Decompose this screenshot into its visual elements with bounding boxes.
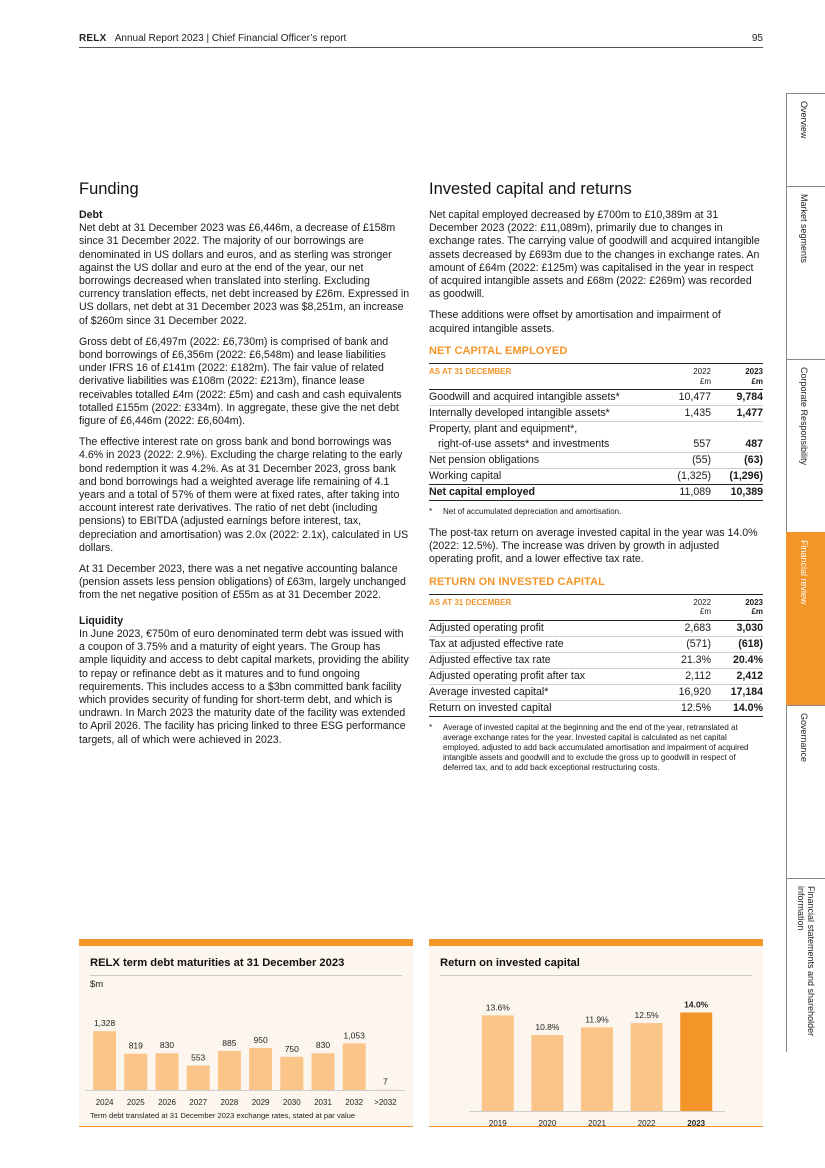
table-row: Average invested capital* 16,920 17,184 (429, 684, 763, 700)
data-label-2021: 11.9% (585, 1014, 609, 1025)
tick-label-2027: 2027 (189, 1098, 208, 1107)
tick-label-2032: 2032 (345, 1098, 364, 1107)
debt-paragraph-2: Gross debt of £6,497m (2022: £6,730m) is comprised of bank and bond borrowings of £6,356m (2022: £6,548m) and lease liabilities under IFRS 16 of £141m (2022: £182m). The fair value of related derivative liabilities was £108m (2022: £213m), finance lease receivables totalled £4m (2022: £5m) and cash and cash equivalents totalled £155m (2022: £334m). In aggregate, these give the net debt figure of £6,446m (2022: £6,604m). (79, 335, 402, 428)
roic-year-2022: 2022 (693, 597, 711, 607)
chart-title: Return on invested capital (440, 957, 580, 969)
tick-label-2025: 2025 (126, 1098, 145, 1107)
report-title: Annual Report 2023 | Chief Financial Officer’s report (114, 33, 347, 44)
invested-heading: Invested capital and returns (429, 180, 632, 198)
data-label-2020: 10.8% (535, 1022, 560, 1033)
bar-2027 (187, 1066, 210, 1090)
bar-2030 (280, 1057, 303, 1090)
data-label-2032: 1,053 (343, 1030, 365, 1041)
tab-governance[interactable]: Governance (786, 705, 825, 878)
debt-maturities-chart (79, 939, 413, 1127)
data-label-2022: 12.5% (634, 1010, 659, 1021)
bar-2031 (312, 1053, 335, 1090)
nce-unit-2022: £m (699, 376, 711, 386)
return-on-invested-capital-table (429, 594, 763, 717)
debt-maturities-plot (79, 946, 413, 1126)
bar-2024 (93, 1031, 116, 1090)
roic-unit-2023: £m (751, 607, 763, 617)
table-row: Adjusted effective tax rate 21.3% 20.4% (429, 652, 763, 668)
roic-year-2023: 2023 (745, 597, 763, 607)
bar-2019 (482, 1015, 514, 1111)
table-row: Internally developed intangible assets* 1,435 1,477 (429, 406, 763, 422)
data-label-2030: 750 (284, 1043, 299, 1054)
data-label-2026: 830 (159, 1040, 175, 1051)
bar-2028 (218, 1051, 241, 1090)
tick-label-2023: 2023 (687, 1119, 706, 1126)
data-label-2023: 14.0% (684, 999, 709, 1010)
roic-footnote: * Average of invested capital at the beginning and the end of the year, retranslated at average exchange rates for the year. Invested capital is calculated as net capital employed, adjusted to add back accumulated amortisation and impairment of acquired intangible assets and goodwill and to exclude the gross up to goodwill in respect of deferred tax, and to add back exceptional restructuring costs. (429, 722, 749, 772)
tab-financial-review[interactable]: Financial review (786, 532, 825, 705)
page-header (79, 33, 763, 44)
funding-heading: Funding (79, 180, 139, 198)
data-label-2029: 950 (253, 1034, 268, 1045)
bar-2026 (156, 1053, 179, 1090)
invested-paragraph-2: These additions were offset by amortisation and impairment of acquired intangible assets. (429, 309, 721, 335)
tick-label->2032: >2032 (374, 1098, 397, 1107)
tick-label-2024: 2024 (95, 1098, 114, 1107)
tick-label-2031: 2031 (314, 1098, 332, 1107)
debt-paragraph-1: Net debt at 31 December 2023 was £6,446m, a decrease of £158m since 31 December 2022. The majority of our borrowings are denominated in US dollars and euros, and as sterling was stronger against the US dollar and euro at the end of the year, our net borrowings decreased when translated into sterling. Excluding currency translation effects, net debt increased by £26m. Expressed in US dollars, net debt at 31 December 2023 was $8,251m, an increase of $260m since 31 December 2022. (79, 222, 410, 327)
bar-2029 (249, 1048, 272, 1090)
tick-label-2022: 2022 (637, 1119, 656, 1126)
data-label-2019: 13.6% (485, 1002, 510, 1013)
nce-col-label: AS AT 31 DECEMBER (429, 364, 667, 390)
debt-subheading: Debt (79, 209, 103, 221)
tick-label-2030: 2030 (282, 1098, 301, 1107)
bar-2032 (343, 1043, 366, 1090)
tick-label-2026: 2026 (158, 1098, 176, 1107)
table-row: Net pension obligations (55) (63) (429, 453, 763, 469)
debt-paragraph-4: At 31 December 2023, there was a net negative accounting balance (pension assets less pension obligations) of £63m, largely unchanged from the net negative position of £55m as at 31 December 2022. (79, 563, 406, 602)
data-label-2031: 830 (315, 1040, 331, 1051)
roic-paragraph: The post-tax return on average invested capital in the year was 14.0% (2022: 12.5%). The increase was driven by growth in adjusted operating profit, and a lower effective tax rate. (429, 527, 758, 566)
page-number: 95 (751, 33, 763, 44)
bar-2023 (680, 1013, 712, 1111)
table-total-row: Net capital employed 11,089 10,389 (429, 485, 763, 501)
tab-market-segments[interactable]: Market segments (786, 186, 825, 359)
tab-corporate-responsibility[interactable]: Corporate Responsibility (786, 359, 825, 532)
brand-name: RELX (79, 33, 107, 44)
invested-paragraph-1: Net capital employed decreased by £700m to £10,389m at 31 December 2023 (2022: £11,089m), primarily due to changes in exchange rates. The carrying value of goodwill and acquired intangible assets decreased by £693m due to the changes in exchange rates. An amount of £64m (2022: £125m) was capitalised in the year in respect of acquired intangible assets and £68m (2022: £269m) was recorded as goodwill. (429, 209, 760, 301)
header-divider (79, 47, 763, 48)
tick-label-2021: 2021 (588, 1119, 606, 1126)
tick-label-2028: 2028 (220, 1098, 239, 1107)
data-label->2032: 7 (383, 1076, 388, 1087)
chart-unit-label: $m (90, 979, 104, 990)
chart-title: RELX term debt maturities at 31 December 2023 (90, 957, 345, 969)
table-row: Working capital (1,325) (1,296) (429, 469, 763, 485)
net-capital-employed-table (429, 363, 763, 501)
tick-label-2019: 2019 (488, 1119, 507, 1126)
chart-footnote: Term debt translated at 31 December 2023 exchange rates, stated at par value (90, 1111, 356, 1120)
section-tabs (786, 93, 825, 1052)
table-row: Return on invested capital 12.5% 14.0% (429, 700, 763, 716)
bar-2022 (631, 1023, 663, 1111)
nce-year-2022: 2022 (693, 367, 711, 377)
tick-label-2029: 2029 (251, 1098, 270, 1107)
table-row: Property, plant and equipment*, (429, 422, 763, 438)
data-label-2028: 885 (222, 1037, 237, 1048)
liquidity-subheading: Liquidity (79, 614, 124, 627)
tick-label-2020: 2020 (538, 1119, 557, 1126)
data-label-2027: 553 (191, 1052, 206, 1063)
nce-year-2023: 2023 (745, 367, 763, 377)
funding-section (79, 179, 410, 755)
roic-col-label: AS AT 31 DECEMBER (429, 594, 667, 620)
bar-2020 (531, 1035, 563, 1111)
table-row: Goodwill and acquired intangible assets* 10,477 9,784 (429, 390, 763, 406)
bar-2021 (581, 1027, 613, 1111)
tab-financial-statements[interactable]: Financial statements and shareholder information (786, 878, 825, 1052)
table-row: Adjusted operating profit 2,683 3,030 (429, 620, 763, 636)
data-label-2025: 819 (128, 1040, 143, 1051)
nce-unit-2023: £m (751, 376, 763, 386)
liquidity-paragraph: In June 2023, €750m of euro denominated term debt was issued with a coupon of 3.75% and a maturity of eight years. The Group has ample liquidity and access to debt capital markets, providing the ability to repay or refinance debt as it matures and to fund ongoing requirements. This includes access to a $3bn committed bank facility which provides security of funding for short-term debt, and which is undrawn. In March 2023 the maturity date of the facility was extended to April 2026. The facility has pricing linked to three ESG performance targets, all of which were achieved in 2023. (79, 627, 409, 746)
table-row: Adjusted operating profit after tax 2,112 2,412 (429, 668, 763, 684)
nce-footnote: * Net of accumulated depreciation and amortisation. (429, 507, 622, 517)
data-label-2024: 1,328 (93, 1018, 116, 1029)
roic-plot (429, 946, 763, 1126)
tab-overview[interactable]: Overview (786, 93, 825, 186)
table-row: right-of-use assets* and investments 557 487 (438, 438, 763, 451)
bar-2025 (124, 1054, 147, 1090)
nce-heading: NET CAPITAL EMPLOYED (429, 344, 568, 357)
roic-chart (429, 939, 763, 1127)
roic-heading: RETURN ON INVESTED CAPITAL (429, 575, 605, 588)
table-row: Tax at adjusted effective rate (571) (618) (429, 636, 763, 652)
invested-capital-section (429, 179, 763, 783)
debt-paragraph-3: The effective interest rate on gross bank and bond borrowings was 4.6% in 2023 (2022: 2.9%). Excluding the charge relating to the early bond redemption it was 4.2%. As at 31 December 2023, gross bank and bond borrowings had a weighted average life remaining of 4.1 years and a total of 57% of them were at fixed rates, after taking into account interest rate derivatives. The ratio of net debt (including pensions) to EBITDA (adjusted earnings before interest, tax, depreciation and amortisation) was 2.0x (2022: 2.1x), calculated in US dollars. (79, 436, 409, 554)
roic-unit-2022: £m (699, 607, 711, 617)
